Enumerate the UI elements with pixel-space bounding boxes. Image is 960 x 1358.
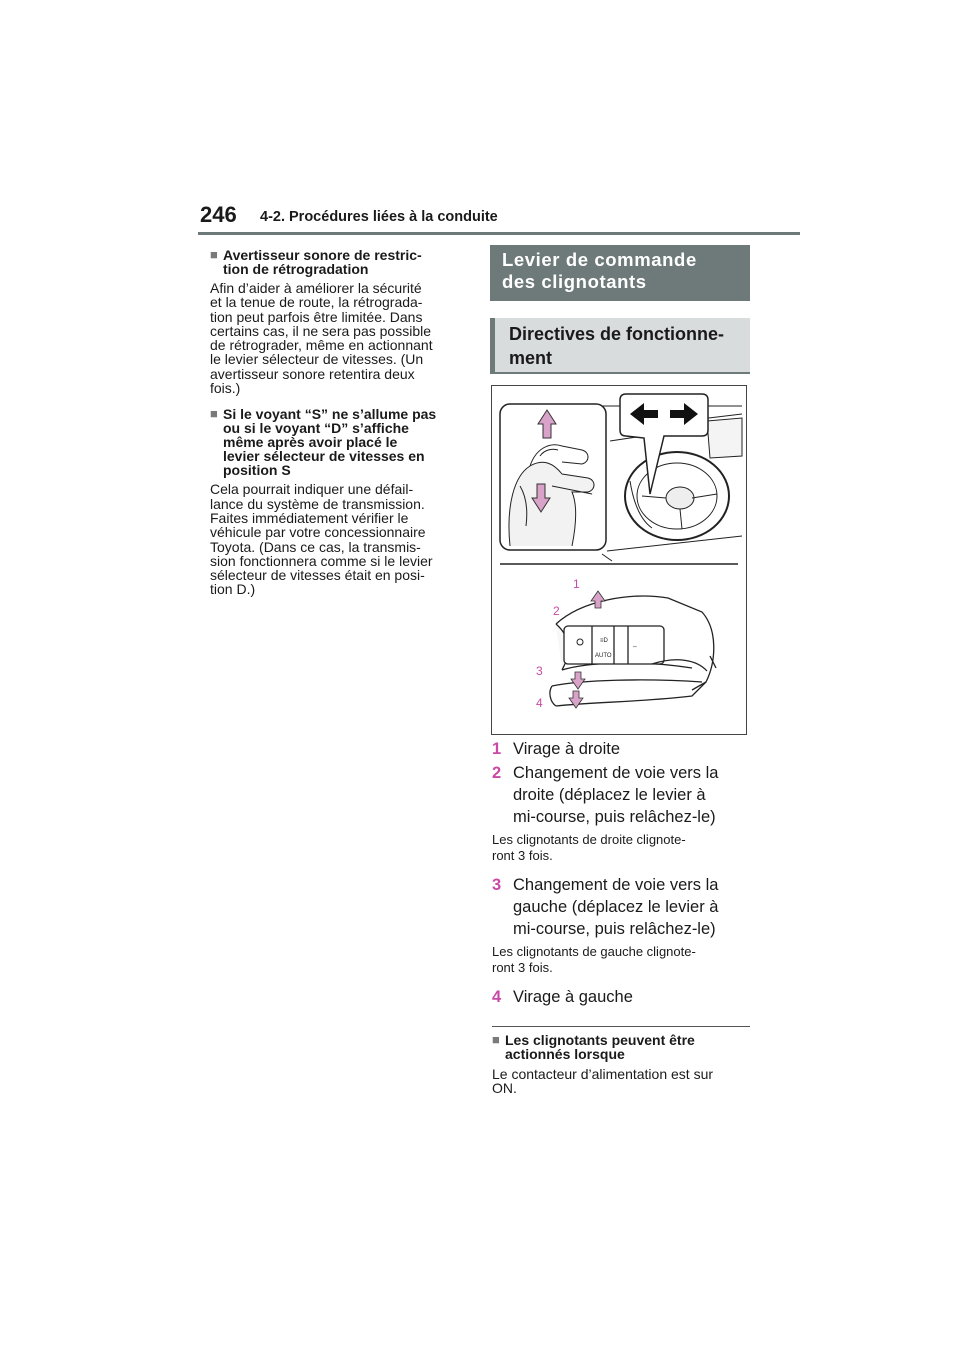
- subheading-text: Si le voyant “S” ne s’allume pas ou si le voyant “D” s’affiche même après avoir placé le levier sélecteur de vitesses en position S: [223, 406, 437, 479]
- arrow-up-icon: [591, 591, 605, 608]
- sub-banner: [490, 318, 750, 374]
- callout-1: 1: [573, 577, 580, 591]
- subheading-s-indicator: [210, 407, 468, 477]
- section-title: 4-2. Procédures liées à la conduite: [260, 209, 498, 225]
- header-divider: [198, 232, 800, 235]
- subheading-text: Les clignotants peuvent être actionnés lorsque: [505, 1032, 695, 1062]
- list-item: [492, 762, 752, 828]
- sub-banner-underline: [490, 372, 750, 374]
- step-number: 1: [492, 740, 502, 758]
- subheading-downshift-buzzer: [210, 248, 468, 276]
- illustration-svg: [492, 386, 746, 734]
- step-number: 4: [492, 988, 502, 1006]
- section-banner-text: Levier de commande des clignotants: [502, 249, 697, 292]
- step-text: Virage à gauche: [513, 988, 633, 1006]
- arrow-down-icon: [571, 672, 585, 689]
- section-banner-title: [490, 245, 750, 301]
- subheading-text: Avertisseur sonore de restric- tion de rétrogradation: [223, 247, 422, 277]
- page-number: 246: [200, 202, 237, 227]
- turn-signal-lever-illustration: [491, 385, 747, 735]
- steps-list: [492, 738, 752, 1010]
- square-bullet-icon: ■: [210, 247, 218, 262]
- list-item: [492, 874, 752, 940]
- switch-label: AUTO: [595, 653, 612, 659]
- svg-text:⇔: ⇔: [632, 644, 638, 650]
- subheading-activation: [492, 1033, 752, 1061]
- left-column: [210, 248, 468, 609]
- right-bottom-block: [492, 1033, 752, 1096]
- arrow-down-icon: [569, 691, 583, 708]
- step-note: Les clignotants de droite clignote- ront 3 fois.: [492, 832, 686, 863]
- step-text: Changement de voie vers la droite (déplacez le levier à mi-course, puis relâchez-le): [513, 764, 719, 826]
- square-bullet-icon: ■: [210, 406, 218, 422]
- step-number: 3: [492, 876, 502, 894]
- step-text: Virage à droite: [513, 740, 621, 758]
- step-note: Les clignotants de gauche clignote- ront 3 fois.: [492, 944, 696, 975]
- step-number: 2: [492, 764, 502, 782]
- callout-4: 4: [536, 696, 543, 710]
- paragraph-s-indicator: Cela pourrait indiquer une défail- lance du système de transmission. Faites immédiatement vérifier le véhicule par votre concessionnaire Toyota. (Dans ce cas, la transmis- sion fonctionnera comme si le levier sélecteur de vitesses était en posi- tion D.): [210, 481, 433, 598]
- sub-banner-text: Directives de fonctionne- ment: [509, 324, 725, 368]
- square-bullet-icon: ■: [492, 1032, 500, 1047]
- paragraph-activation: Le contacteur d’alimentation est sur ON.: [492, 1066, 714, 1097]
- step-text: Changement de voie vers la gauche (déplacez le levier à mi-course, puis relâchez-le): [513, 876, 719, 938]
- callout-2: 2: [553, 604, 560, 618]
- svg-text:≡D: ≡D: [600, 638, 608, 644]
- callout-3: 3: [536, 664, 543, 678]
- list-item: [492, 986, 752, 1008]
- list-item: [492, 738, 752, 760]
- paragraph-downshift-buzzer: Afin d’aider à améliorer la sécurité et la tenue de route, la rétrograda- tion peut parfois être limitée. Dans certains cas, il ne sera pas possible de rétrograder, même en actionnant le levier sélecteur de vitesses. (Un avertisseur sonore retentira deux fois.): [210, 280, 433, 397]
- section-divider: [492, 1026, 750, 1027]
